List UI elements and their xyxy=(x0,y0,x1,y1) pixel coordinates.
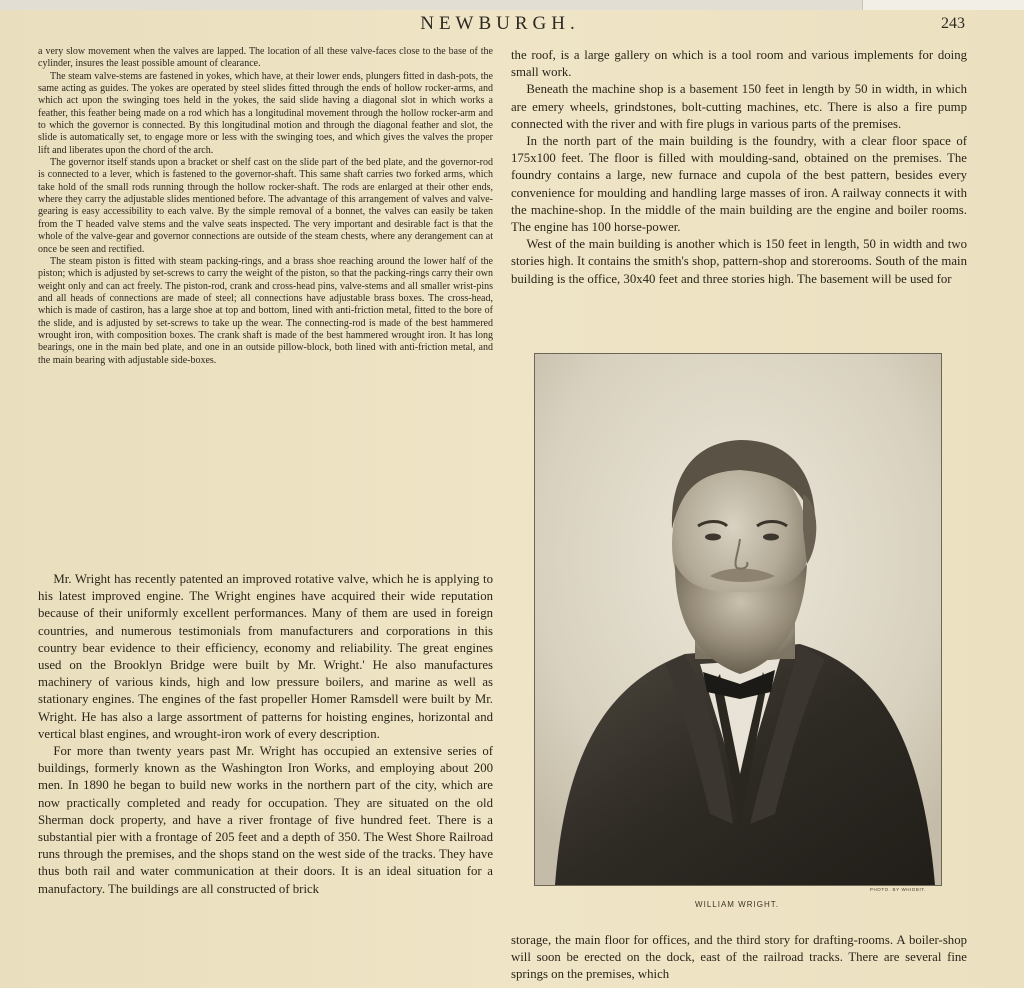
paragraph: a very slow movement when the valves are lapped. The location of all these valve-faces close to the base of the cylinder, insures the least possible amount of clearance. xyxy=(38,46,493,70)
right-column-bottom-text xyxy=(511,932,967,984)
left-column-large-text xyxy=(38,571,493,898)
portrait-photo xyxy=(534,353,942,886)
paragraph: the roof, is a large gallery on which is a tool room and various implements for doing small work. xyxy=(511,48,967,80)
paragraph: The steam valve-stems are fastened in yokes, which have, at their lower ends, plungers fitted in dash-pots, the same acting as guides. The yokes are operated by steel slides fitted through the ends of hollow rocker-arms, and which act upon the swinging toes held in the yokes, the said slide having a diagonal slot in which works a feather, this feather being made on a rod which has a longitudinal movement through the hollow rocker-arm and to which the governor is connected. By this longitudinal motion and through the diagonal feather and slot, the slide is automatically set, to engage more or less with the swinging toes, and which gives the valves the proper lift and liberates upon the chord of the arch. xyxy=(38,70,493,156)
paragraph: The governor itself stands upon a bracket or shelf cast on the slide part of the bed plate, and the governor-rod is connected to a lever, which is fastened to the governor-shaft. This same shaft carries two forked arms, which take hold of the small rods running through the hollow rocker-shaft. The rods are enlarged at their other ends, where they carry the adjustable slides mentioned before. The advantage of this arrangement of valves and valve-gearing is easy accessibility to each valve. By the simple removal of a bonnet, the valves can easily be taken from the T headed valve stems and the valve seats inspected. The very important and desirable fact is that the whole of the valve-gear and governor connections are outside of the steam chests, where any derangement can at once be seen and rectified. xyxy=(38,157,493,255)
running-title: NEWBURGH. xyxy=(420,13,580,34)
paragraph: Mr. Wright has recently patented an improved rotative valve, which he is applying to his latest improved engine. The Wright engines have acquired their wide reputation because of their uniformly excellent performances. Many of them are used in foreign countries, and numerous testimonials from manufacturers and corporations in this country bear evidence to their efficiency, economy and reliability. The great engines used on the Brooklyn Bridge were built by Mr. Wright.' He also manufactures machinery of various kinds, high and low pressure boilers, and marine as well as stationary engines. The engines of the fast propeller Homer Ramsdell were built by Mr. Wright. He has also a large assortment of patterns for hoisting engines, horizontal and vertical blast engines, and wrought-iron work of every description. xyxy=(38,572,493,741)
left-column-small-text xyxy=(38,46,493,367)
portrait-illustration xyxy=(535,354,941,885)
paragraph: storage, the main floor for offices, and the third story for drafting-rooms. A boiler-shop will soon be erected on the dock, east of the railroad tracks. There are several fine springs on the premises, which xyxy=(511,933,967,982)
paragraph: West of the main building is another which is 150 feet in length, 50 in width and two stories high. It contains the smith's shop, pattern-shop and storerooms. South of the main building is the office, 30x40 feet and three stories high. The basement will be used for xyxy=(511,237,967,286)
page-number: 243 xyxy=(941,15,965,32)
scanned-page xyxy=(0,10,1024,988)
paragraph: In the north part of the main building is the foundry, with a clear floor space of 175x100 feet. The floor is filled with moulding-sand, obtained on the premises. The foundry contains a large, new furnace and cupola of the best pattern, besides every convenience for moulding and handling large masses of iron. A railway connects it with the machine-shop. In the middle of the main building are the engine and boiler rooms. The engine has 100 horse-power. xyxy=(511,134,967,235)
photo-credit: PHOTO. BY WHIDBIT. xyxy=(869,887,926,892)
active-tab[interactable] xyxy=(862,0,1024,10)
paragraph: The steam piston is fitted with steam packing-rings, and a brass shoe reaching around the lower half of the piston; which is adjusted by set-screws to carry the weight of the piston, so that the packing-rings carry their own weight only and can act freely. The piston-rod, crank and cross-head pins, valve-stems and all smaller wrist-pins and all heads of connections are made of steel; all connections have adjustable brass boxes. The cross-head, which is made of castiron, has a large shoe at top and bottom, lined with anti-friction metal, fitted to the bore of the slide, and is adjusted by set-screws to take up the wear. The connecting-rod is made of the best hammered wrought iron, with composition boxes. The crank shaft is made of the best hammered wrought iron. It has long bearings, one in the main bed plate, and one in an outside pillow-block, both lined with anti-friction metal, and the main bearing with adjustable side-boxes. xyxy=(38,255,493,366)
paragraph: Beneath the machine shop is a basement 150 feet in length by 50 in width, in which are emery wheels, grindstones, bolt-cutting machines, etc. There is also a fire pump connected with the river and with fire plugs in various parts of the premises. xyxy=(511,82,967,131)
portrait-caption: WILLIAM WRIGHT. xyxy=(695,900,779,909)
paragraph: For more than twenty years past Mr. Wright has occupied an extensive series of buildings, formerly known as the Washington Iron Works, and employing about 200 men. In 1890 he began to build new works in the northern part of the city, which are now practically completed and ready for occupation. They are situated on the old Sherman dock property, and have a river frontage of five hundred feet. There is a substantial pier with a frontage of 205 feet and a depth of 350. The West Shore Railroad runs through the premises, and the shops stand on the west side of the tracks. They have thus both rail and water communication at their doors. It is an ideal situation for a manufactory. The buildings are all constructed of brick xyxy=(38,744,493,896)
right-column-text xyxy=(511,47,967,288)
